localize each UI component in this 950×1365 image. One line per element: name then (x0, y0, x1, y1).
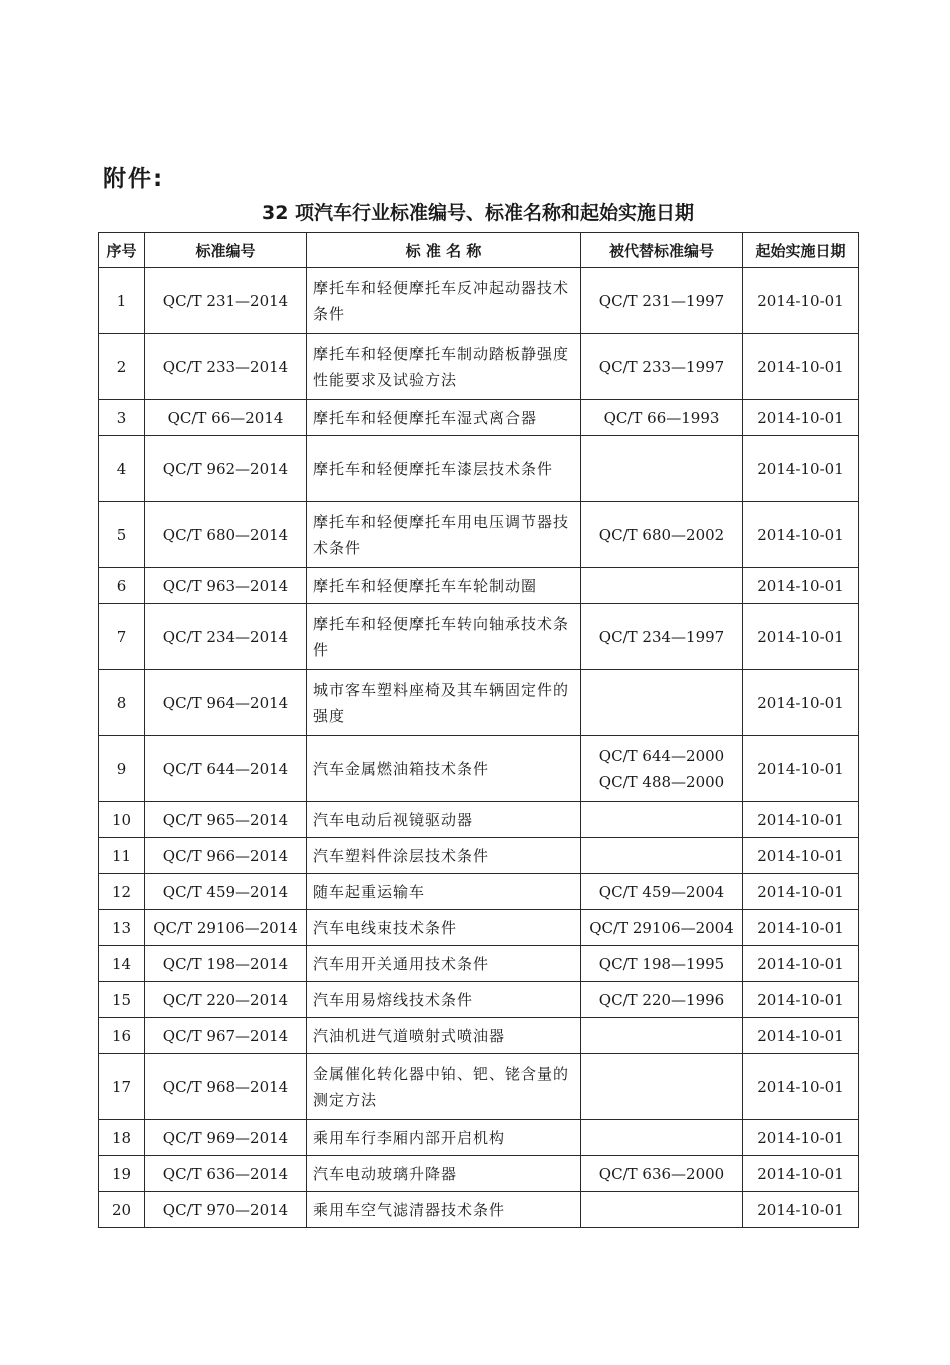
cell-replaces (581, 982, 743, 1018)
cell-name: 城市客车塑料座椅及其车辆固定件的强度 (307, 670, 581, 736)
table-row (99, 400, 859, 436)
cell-no: 20 (99, 1192, 145, 1228)
cell-name: 汽车电动玻璃升降器 (307, 1156, 581, 1192)
attachment-label: 附件: (103, 166, 165, 192)
cell-date: 2014-10-01 (743, 946, 859, 982)
cell-name: 汽油机进气道喷射式喷油器 (307, 1018, 581, 1054)
cell-no: 11 (99, 838, 145, 874)
cell-date: 2014-10-01 (743, 502, 859, 568)
cell-no: 1 (99, 268, 145, 334)
cell-replaces (581, 1120, 743, 1156)
cell-no: 14 (99, 946, 145, 982)
replaced-standard-code: QC/T 198—1995 (598, 954, 725, 973)
cell-date: 2014-10-01 (743, 910, 859, 946)
cell-name: 汽车用易熔线技术条件 (307, 982, 581, 1018)
table-row (99, 874, 859, 910)
table-row (99, 502, 859, 568)
table-row (99, 910, 859, 946)
cell-date: 2014-10-01 (743, 1192, 859, 1228)
replaced-standard-code: QC/T 680—2002 (598, 525, 725, 544)
cell-name: 汽车电动后视镜驱动器 (307, 802, 581, 838)
cell-no: 7 (99, 604, 145, 670)
cell-no: 2 (99, 334, 145, 400)
replaced-standard-code: QC/T 644—2000 (598, 746, 725, 765)
cell-name: 摩托车和轻便摩托车制动踏板静强度性能要求及试验方法 (307, 334, 581, 400)
table-row (99, 1054, 859, 1120)
cell-date: 2014-10-01 (743, 268, 859, 334)
table-row (99, 946, 859, 982)
cell-date: 2014-10-01 (743, 1054, 859, 1120)
cell-replaces (581, 436, 743, 502)
cell-date: 2014-10-01 (743, 436, 859, 502)
cell-replaces (581, 946, 743, 982)
cell-name: 乘用车行李厢内部开启机构 (307, 1120, 581, 1156)
cell-name: 金属催化转化器中铂、钯、铑含量的测定方法 (307, 1054, 581, 1120)
cell-code: QC/T 969—2014 (145, 1120, 307, 1156)
cell-replaces (581, 802, 743, 838)
cell-replaces (581, 910, 743, 946)
table-row (99, 802, 859, 838)
table-row (99, 838, 859, 874)
cell-no: 16 (99, 1018, 145, 1054)
cell-no: 17 (99, 1054, 145, 1120)
cell-code: QC/T 962—2014 (145, 436, 307, 502)
cell-replaces (581, 334, 743, 400)
header-name: 标 准 名 称 (307, 233, 581, 268)
cell-replaces (581, 1054, 743, 1120)
cell-code: QC/T 66—2014 (145, 400, 307, 436)
cell-no: 9 (99, 736, 145, 802)
cell-no: 18 (99, 1120, 145, 1156)
cell-name: 摩托车和轻便摩托车湿式离合器 (307, 400, 581, 436)
cell-replaces (581, 838, 743, 874)
cell-no: 10 (99, 802, 145, 838)
table-row (99, 982, 859, 1018)
cell-code: QC/T 680—2014 (145, 502, 307, 568)
replaced-standard-code: QC/T 220—1996 (598, 990, 725, 1009)
cell-name: 随车起重运输车 (307, 874, 581, 910)
cell-no: 8 (99, 670, 145, 736)
replaced-standard-code: QC/T 29106—2004 (589, 918, 734, 937)
replaced-standard-code: QC/T 66—1993 (603, 408, 720, 427)
replaced-standard-code: QC/T 636—2000 (598, 1164, 725, 1183)
cell-code: QC/T 234—2014 (145, 604, 307, 670)
cell-no: 5 (99, 502, 145, 568)
cell-name: 摩托车和轻便摩托车用电压调节器技术条件 (307, 502, 581, 568)
cell-name: 摩托车和轻便摩托车反冲起动器技术条件 (307, 268, 581, 334)
cell-name: 汽车金属燃油箱技术条件 (307, 736, 581, 802)
cell-date: 2014-10-01 (743, 334, 859, 400)
cell-no: 12 (99, 874, 145, 910)
cell-code: QC/T 968—2014 (145, 1054, 307, 1120)
cell-code: QC/T 459—2014 (145, 874, 307, 910)
cell-replaces (581, 502, 743, 568)
cell-name: 汽车用开关通用技术条件 (307, 946, 581, 982)
replaced-standard-code: QC/T 488—2000 (598, 772, 725, 791)
cell-date: 2014-10-01 (743, 982, 859, 1018)
table-row (99, 568, 859, 604)
cell-no: 3 (99, 400, 145, 436)
cell-replaces (581, 400, 743, 436)
cell-code: QC/T 233—2014 (145, 334, 307, 400)
cell-code: QC/T 231—2014 (145, 268, 307, 334)
table-row (99, 1192, 859, 1228)
replaced-standard-code: QC/T 459—2004 (598, 882, 725, 901)
cell-replaces (581, 604, 743, 670)
cell-name: 汽车塑料件涂层技术条件 (307, 838, 581, 874)
cell-no: 19 (99, 1156, 145, 1192)
cell-replaces (581, 1156, 743, 1192)
cell-replaces (581, 1192, 743, 1228)
cell-code: QC/T 644—2014 (145, 736, 307, 802)
table-row (99, 436, 859, 502)
replaced-standard-code: QC/T 234—1997 (598, 627, 725, 646)
table-row (99, 1120, 859, 1156)
cell-date: 2014-10-01 (743, 736, 859, 802)
cell-replaces (581, 568, 743, 604)
cell-code: QC/T 198—2014 (145, 946, 307, 982)
table-row (99, 604, 859, 670)
cell-date: 2014-10-01 (743, 874, 859, 910)
cell-date: 2014-10-01 (743, 802, 859, 838)
cell-code: QC/T 29106—2014 (145, 910, 307, 946)
cell-date: 2014-10-01 (743, 838, 859, 874)
cell-code: QC/T 964—2014 (145, 670, 307, 736)
cell-replaces (581, 1018, 743, 1054)
cell-code: QC/T 220—2014 (145, 982, 307, 1018)
cell-replaces (581, 268, 743, 334)
cell-name: 乘用车空气滤清器技术条件 (307, 1192, 581, 1228)
cell-date: 2014-10-01 (743, 1156, 859, 1192)
header-code: 标准编号 (145, 233, 307, 268)
cell-code: QC/T 970—2014 (145, 1192, 307, 1228)
cell-no: 13 (99, 910, 145, 946)
cell-code: QC/T 967—2014 (145, 1018, 307, 1054)
cell-name: 摩托车和轻便摩托车车轮制动圈 (307, 568, 581, 604)
cell-date: 2014-10-01 (743, 568, 859, 604)
table-row (99, 334, 859, 400)
table-row (99, 268, 859, 334)
table-row (99, 670, 859, 736)
cell-no: 6 (99, 568, 145, 604)
cell-code: QC/T 965—2014 (145, 802, 307, 838)
cell-date: 2014-10-01 (743, 604, 859, 670)
cell-replaces (581, 874, 743, 910)
replaced-standard-code: QC/T 233—1997 (598, 357, 725, 376)
standards-table (98, 232, 859, 1228)
cell-date: 2014-10-01 (743, 400, 859, 436)
cell-date: 2014-10-01 (743, 670, 859, 736)
cell-code: QC/T 966—2014 (145, 838, 307, 874)
cell-date: 2014-10-01 (743, 1120, 859, 1156)
cell-date: 2014-10-01 (743, 1018, 859, 1054)
header-no: 序号 (99, 233, 145, 268)
table-row (99, 1018, 859, 1054)
table-row (99, 736, 859, 802)
cell-no: 15 (99, 982, 145, 1018)
cell-code: QC/T 963—2014 (145, 568, 307, 604)
replaced-standard-code: QC/T 231—1997 (598, 291, 725, 310)
header-replaces: 被代替标准编号 (581, 233, 743, 268)
header-date: 起始实施日期 (743, 233, 859, 268)
cell-name: 摩托车和轻便摩托车转向轴承技术条件 (307, 604, 581, 670)
cell-replaces (581, 670, 743, 736)
table-row (99, 1156, 859, 1192)
document-title: 32 项汽车行业标准编号、标准名称和起始实施日期 (261, 202, 695, 224)
cell-code: QC/T 636—2014 (145, 1156, 307, 1192)
table-header-row (99, 233, 859, 268)
cell-no: 4 (99, 436, 145, 502)
cell-name: 汽车电线束技术条件 (307, 910, 581, 946)
cell-replaces (581, 736, 743, 802)
table-body (99, 268, 859, 1228)
cell-name: 摩托车和轻便摩托车漆层技术条件 (307, 436, 581, 502)
